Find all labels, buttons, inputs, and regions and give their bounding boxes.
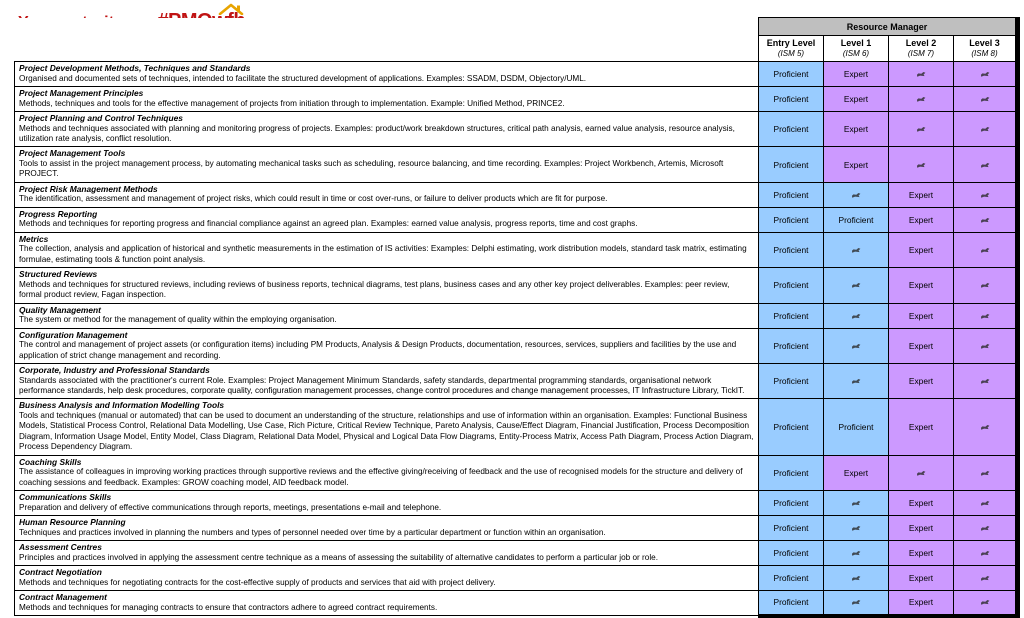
- skill-description: Methods and techniques for structured reviews, including reviews of business reports, technical diagrams, test plans, business cases and any other key project deliverables. Examples: peer review, formal product review, Fagan inspection.: [19, 279, 730, 300]
- level-cell-ditto: [954, 491, 1018, 516]
- level-cell: Expert: [889, 516, 954, 541]
- level-cell: Expert: [889, 328, 954, 363]
- level-cell-ditto: [954, 364, 1018, 399]
- skill-title: Project Planning and Control Techniques: [19, 113, 183, 123]
- level-cell-ditto: [889, 455, 954, 490]
- ditto-hand-icon: [980, 283, 989, 288]
- table-row: [15, 268, 1018, 303]
- level-cell: Proficient: [759, 491, 824, 516]
- column-sublabel: (ISM 8): [971, 49, 998, 58]
- level-cell: Expert: [824, 147, 889, 182]
- level-cell: Proficient: [759, 541, 824, 566]
- skill-description: The system or method for the management of quality within the employing organisation.: [19, 315, 337, 325]
- ditto-hand-icon: [851, 314, 860, 319]
- table-row: [15, 232, 1018, 267]
- skill-cell: [15, 516, 759, 541]
- skill-description: Methods and techniques for negotiating contracts for the cost-effective supply of products and services that aid with project delivery.: [19, 577, 496, 587]
- ditto-hand-icon: [851, 344, 860, 349]
- skill-title: Project Management Tools: [19, 148, 126, 159]
- ditto-hand-icon: [980, 72, 989, 77]
- skill-title: Configuration Management: [19, 329, 128, 340]
- skill-description: Principles and practices involved in applying the assessment centre technique as a means of assessing the suitability of alternative candidates to perform a particular job or role.: [19, 552, 658, 562]
- level-cell: Expert: [889, 591, 954, 616]
- level-cell: Expert: [889, 399, 954, 455]
- level-cell: Expert: [889, 268, 954, 303]
- level-cell-ditto: [889, 62, 954, 87]
- level-cell: Expert: [889, 207, 954, 232]
- skill-cell: [15, 364, 759, 399]
- ditto-hand-icon: [980, 551, 989, 556]
- level-cell: Proficient: [759, 455, 824, 490]
- skill-title: Progress Reporting: [19, 208, 98, 219]
- level-cell-ditto: [954, 303, 1018, 328]
- skill-description: The collection, analysis and application of historical and synthetic measurements in the estimation of IS activities: Examples: Delphi estimating, work distribution models, standard task matrix, estimating formulae, estimating tools & function point analysis.: [19, 244, 747, 264]
- level-cell: Proficient: [824, 207, 889, 232]
- level-cell-ditto: [954, 87, 1018, 112]
- table-row: [15, 455, 1018, 490]
- skill-description: Techniques and practices involved in planning the numbers and types of personnel needed over time by a particular department or function within an organisation.: [19, 527, 606, 537]
- group-header-row: [15, 18, 1018, 36]
- level-cell: Expert: [889, 491, 954, 516]
- ditto-hand-icon: [980, 193, 989, 198]
- level-cell: Proficient: [824, 399, 889, 455]
- skill-title: Project Risk Management Methods: [19, 183, 158, 194]
- skill-cell: [15, 541, 759, 566]
- table-row: [15, 591, 1018, 616]
- skill-description: The assistance of colleagues in improving working practices through supportive reviews and the effective giving/receiving of feedback and the use of recognised models for the structure and delivery of coaching sessions and feedback. Examples: GROW coaching model, AID feedback model.: [19, 467, 743, 487]
- table-row: [15, 303, 1018, 328]
- level-cell-ditto: [824, 268, 889, 303]
- ditto-hand-icon: [980, 379, 989, 384]
- ditto-hand-icon: [980, 344, 989, 349]
- ditto-hand-icon: [916, 127, 925, 132]
- level-cell: Expert: [824, 62, 889, 87]
- ditto-hand-icon: [916, 97, 925, 102]
- level-cell: Proficient: [759, 303, 824, 328]
- level-cell: Proficient: [759, 62, 824, 87]
- skill-title: Human Resource Planning: [19, 517, 126, 528]
- ditto-hand-icon: [980, 314, 989, 319]
- ditto-hand-icon: [980, 425, 989, 430]
- level-cell-ditto: [954, 399, 1018, 455]
- level-cell-ditto: [824, 541, 889, 566]
- header-spacer: [15, 36, 759, 62]
- skill-title: Quality Management: [19, 304, 101, 315]
- level-cell-ditto: [954, 328, 1018, 363]
- ditto-hand-icon: [851, 600, 860, 605]
- level-cell-ditto: [954, 268, 1018, 303]
- table-row: [15, 62, 1018, 87]
- level-cell: Expert: [889, 541, 954, 566]
- column-label: Entry Level: [766, 38, 816, 48]
- maturity-table: [14, 17, 1020, 618]
- table-row: [15, 207, 1018, 232]
- level-cell: Proficient: [759, 182, 824, 207]
- column-header-entry-level: [759, 36, 824, 62]
- column-label: Level 1: [840, 38, 872, 48]
- column-sublabel: (ISM 7): [907, 49, 935, 58]
- table-body: [15, 62, 1018, 616]
- level-cell-ditto: [824, 364, 889, 399]
- table-row: [15, 566, 1018, 591]
- level-cell-ditto: [954, 182, 1018, 207]
- skill-description: Organised and documented sets of techniques, intended to facilitate the structured development of applications. Examples: SSADM, DSDM, Objectory/UML.: [19, 73, 587, 83]
- skill-cell: [15, 591, 759, 616]
- column-label: Level 2: [905, 38, 937, 48]
- level-cell: Proficient: [759, 328, 824, 363]
- level-cell-ditto: [824, 591, 889, 616]
- skill-description: Preparation and delivery of effective communications through reports, meetings, presentations e-mail and telephone.: [19, 502, 442, 512]
- level-cell-ditto: [954, 516, 1018, 541]
- level-cell-ditto: [954, 62, 1018, 87]
- level-cell-ditto: [954, 112, 1018, 147]
- level-cell: Proficient: [759, 147, 824, 182]
- level-cell-ditto: [889, 112, 954, 147]
- ditto-hand-icon: [980, 501, 989, 506]
- level-cell-ditto: [889, 147, 954, 182]
- skill-cell: [15, 399, 759, 455]
- skill-title: Coaching Skills: [19, 456, 82, 467]
- ditto-hand-icon: [980, 600, 989, 605]
- column-header-row: [15, 36, 1018, 62]
- level-cell: Proficient: [759, 268, 824, 303]
- column-sublabel: (ISM 6): [842, 49, 870, 58]
- skill-cell: [15, 207, 759, 232]
- table-row: [15, 399, 1018, 455]
- level-cell-ditto: [824, 566, 889, 591]
- level-cell-ditto: [954, 232, 1018, 267]
- ditto-hand-icon: [980, 127, 989, 132]
- level-cell-ditto: [824, 182, 889, 207]
- skill-cell: [15, 62, 759, 87]
- ditto-hand-icon: [851, 379, 860, 384]
- skill-title: Structured Reviews: [19, 269, 98, 280]
- level-cell: Proficient: [759, 399, 824, 455]
- skill-title: Metrics: [19, 233, 49, 244]
- level-cell-ditto: [824, 328, 889, 363]
- level-cell: Proficient: [759, 207, 824, 232]
- level-cell: Proficient: [759, 112, 824, 147]
- level-cell: Expert: [889, 182, 954, 207]
- level-cell-ditto: [954, 147, 1018, 182]
- skill-cell: [15, 303, 759, 328]
- level-cell-ditto: [954, 207, 1018, 232]
- level-cell: Expert: [889, 232, 954, 267]
- ditto-hand-icon: [851, 248, 860, 253]
- column-header-level-1: [824, 36, 889, 62]
- level-cell: Expert: [889, 303, 954, 328]
- skill-title: Project Development Methods, Techniques and Standards: [19, 63, 251, 73]
- skill-cell: [15, 566, 759, 591]
- table-row: [15, 328, 1018, 363]
- skill-cell: [15, 147, 759, 182]
- ditto-hand-icon: [916, 163, 925, 168]
- ditto-hand-icon: [980, 248, 989, 253]
- skill-description: Tools and techniques (manual or automated) that can be used to document an understanding of the structure, relationships and use of information within an organisation. Examples: Functional Business Models, Statistical Process Control, Relational Data Modelling, Use Case, Rich Picture, Critical Review Technique, Pareto Analysis, Cause/Effect Diagram, Financial Justification, Process Decomposition Diagram, Information Usage Model, Entity Model, Class Diagram, Relational Data Model, Physical and Logical Data Flow Diagrams, Entity-Process Matrix, Access Path Diagram, Process Action Diagram, Process Dependency Diagram.: [19, 411, 754, 452]
- skill-cell: [15, 455, 759, 490]
- ditto-hand-icon: [916, 471, 925, 476]
- level-cell-ditto: [824, 491, 889, 516]
- level-cell-ditto: [954, 566, 1018, 591]
- level-cell: Proficient: [759, 591, 824, 616]
- skill-title: Contract Management: [19, 592, 107, 603]
- ditto-hand-icon: [851, 283, 860, 288]
- skill-cell: [15, 328, 759, 363]
- ditto-hand-icon: [851, 526, 860, 531]
- column-label: Level 3: [969, 38, 1000, 48]
- skill-title: Project Management Principles: [19, 88, 144, 98]
- level-cell-ditto: [889, 87, 954, 112]
- column-header-level-2: [889, 36, 954, 62]
- skill-cell: [15, 112, 759, 147]
- skill-title: Business Analysis and Information Modelling Tools: [19, 400, 225, 411]
- skill-cell: [15, 87, 759, 112]
- skill-description: The identification, assessment and management of project risks, which could result in time or cost over-runs, or failure to deliver products which are fit for purpose.: [19, 194, 608, 204]
- level-cell-ditto: [824, 232, 889, 267]
- table-row: [15, 516, 1018, 541]
- table-row: [15, 541, 1018, 566]
- level-cell: Expert: [824, 112, 889, 147]
- level-cell: Expert: [824, 87, 889, 112]
- skill-title: Contract Negotiation: [19, 567, 102, 578]
- level-cell: Proficient: [759, 232, 824, 267]
- level-cell-ditto: [954, 541, 1018, 566]
- ditto-hand-icon: [851, 501, 860, 506]
- level-cell: Expert: [824, 455, 889, 490]
- table-row: [15, 87, 1018, 112]
- level-cell: Proficient: [759, 566, 824, 591]
- ditto-hand-icon: [980, 526, 989, 531]
- skill-description: Methods, techniques and tools for the effective management of projects from initiation through to implementation. Example: Unified Method, PRINCE2.: [19, 98, 565, 108]
- skill-title: Corporate, Industry and Professional Standards: [19, 365, 210, 376]
- level-cell: Proficient: [759, 516, 824, 541]
- skill-title: Communications Skills: [19, 492, 112, 503]
- ditto-hand-icon: [980, 163, 989, 168]
- table-row: [15, 182, 1018, 207]
- level-cell-ditto: [824, 516, 889, 541]
- ditto-hand-icon: [851, 551, 860, 556]
- skill-cell: [15, 232, 759, 267]
- skill-cell: [15, 182, 759, 207]
- skill-cell: [15, 268, 759, 303]
- level-cell: Expert: [889, 364, 954, 399]
- column-header-level-3: [954, 36, 1018, 62]
- column-sublabel: (ISM 5): [777, 49, 805, 58]
- skill-description: Methods and techniques for reporting progress and financial compliance against an agreed plan. Examples: earned value analysis, progress reports, time and cost graphs.: [19, 219, 638, 229]
- ditto-hand-icon: [851, 576, 860, 581]
- ditto-hand-icon: [980, 471, 989, 476]
- table-row: [15, 112, 1018, 147]
- skill-description: Standards associated with the practitioner's current Role. Examples: Project Management Minimum Standards, safety standards, departmental programming standards, organisational network performance standards, help desk procedures, corporate quality, configuration management processes, change control procedures and change management processes, IT Infrastructure Library, TickIT.: [19, 375, 745, 396]
- level-cell: Expert: [889, 566, 954, 591]
- header-spacer: [15, 18, 759, 36]
- level-cell-ditto: [954, 591, 1018, 616]
- skill-description: Methods and techniques associated with planning and monitoring progress of projects. Examples: product/work breakdown structures, critical path analysis, earned value analysis, resource analysis, utilization rate analysis, conflict resolution.: [19, 123, 735, 143]
- house-roof-icon: [217, 2, 247, 15]
- level-cell: Proficient: [759, 364, 824, 399]
- ditto-hand-icon: [916, 72, 925, 77]
- ditto-hand-icon: [851, 193, 860, 198]
- table-row: [15, 147, 1018, 182]
- skill-cell: [15, 491, 759, 516]
- level-cell-ditto: [824, 303, 889, 328]
- skill-description: Tools to assist in the project management process, by automating mechanical tasks such as scheduling, resource balancing, and time recording. Examples: Project Workbench, Artemis, Microsoft PROJECT.: [19, 159, 724, 179]
- group-header: Resource Manager: [759, 18, 1018, 36]
- ditto-hand-icon: [980, 576, 989, 581]
- ditto-hand-icon: [980, 97, 989, 102]
- level-cell-ditto: [954, 455, 1018, 490]
- table-row: [15, 491, 1018, 516]
- skill-description: Methods and techniques for managing contracts to ensure that contractors adhere to agreed contract requirements.: [19, 602, 438, 612]
- skill-description: The control and management of project assets (or configuration items) including PM Products, Analysis & Design Products, documentation, resources, services, suppliers and facilities by the use and application of strict change management and recording.: [19, 340, 737, 360]
- ditto-hand-icon: [980, 218, 989, 223]
- level-cell: Proficient: [759, 87, 824, 112]
- skill-title: Assessment Centres: [19, 542, 102, 553]
- table-row: [15, 364, 1018, 399]
